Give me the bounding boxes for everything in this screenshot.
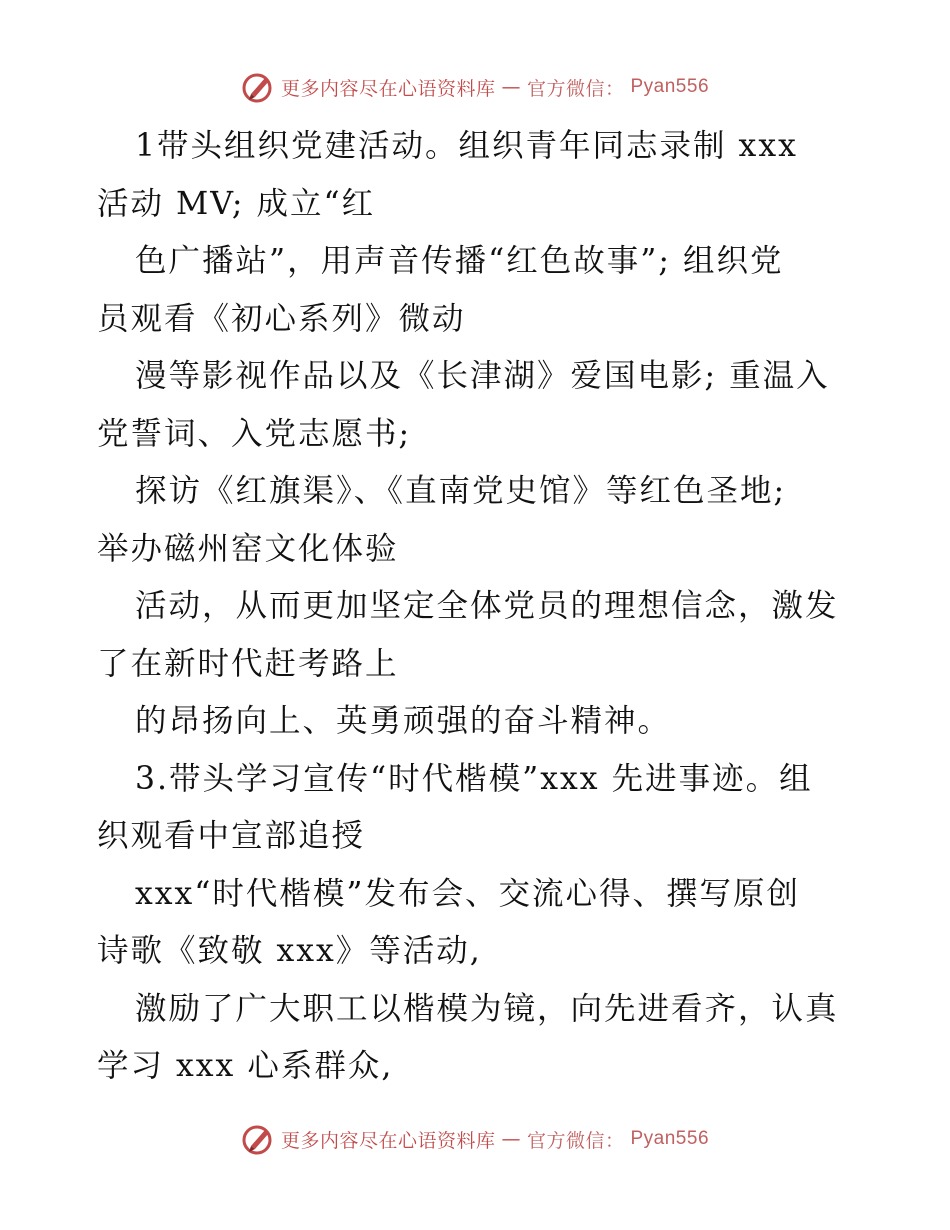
text-line: 3.带头学习宣传“时代楷模”xxx 先进事迹。组	[135, 760, 813, 797]
text-line: xxx“时代楷模”发布会、交流心得、撰写原创	[135, 875, 801, 912]
text-line: 探访《红旗渠》、《直南党史馆》等红色圣地;	[135, 473, 787, 509]
watermark-brand: 更多内容尽在心语资料库	[280, 77, 496, 100]
text-line: 的昂扬向上、英勇顽强的奋斗精神。	[135, 703, 672, 739]
text-line: 织观看中宣部追授	[97, 818, 366, 854]
watermark-brand: 更多内容尽在心语资料库	[280, 1129, 496, 1152]
watermark-dash: —	[501, 76, 521, 98]
watermark-wechat-id: Pyan556	[630, 76, 710, 97]
text-line: 活动 MV; 成立“红	[97, 185, 376, 222]
text-line: 漫等影视作品以及《长津湖》爱国电影; 重温入	[135, 358, 830, 394]
text-line: 举办磁州窑文化体验	[97, 530, 399, 567]
watermark-dash: —	[501, 1128, 521, 1150]
text-line: 活动，从而更加坚定全体党员的理想信念，激发	[135, 588, 839, 624]
text-line: 员观看《初心系列》微动	[97, 300, 466, 337]
text-line: 色广播站”，用声音传播“红色故事”; 组织党	[135, 243, 784, 279]
pen-logo-icon	[241, 70, 275, 104]
header-watermark	[0, 70, 950, 104]
text-line: 了在新时代赶考路上	[97, 645, 399, 682]
text-line: 诗歌《致敬 xxx》等活动,	[97, 933, 482, 969]
watermark-wechat-id: Pyan556	[630, 1128, 710, 1149]
text-line: 激励了广大职工以楷模为镜，向先进看齐，认真	[135, 990, 839, 1027]
footer-watermark	[0, 1122, 950, 1156]
watermark-label: 官方微信：	[526, 1129, 625, 1152]
document-body	[97, 118, 857, 1096]
watermark-label: 官方微信：	[526, 77, 625, 100]
text-line: 学习 xxx 心系群众,	[97, 1048, 394, 1084]
text-line: 党誓词、入党志愿书;	[97, 415, 412, 452]
text-line: 1带头组织党建活动。组织青年同志录制 xxx	[135, 128, 798, 164]
pen-logo-icon	[241, 1122, 275, 1156]
